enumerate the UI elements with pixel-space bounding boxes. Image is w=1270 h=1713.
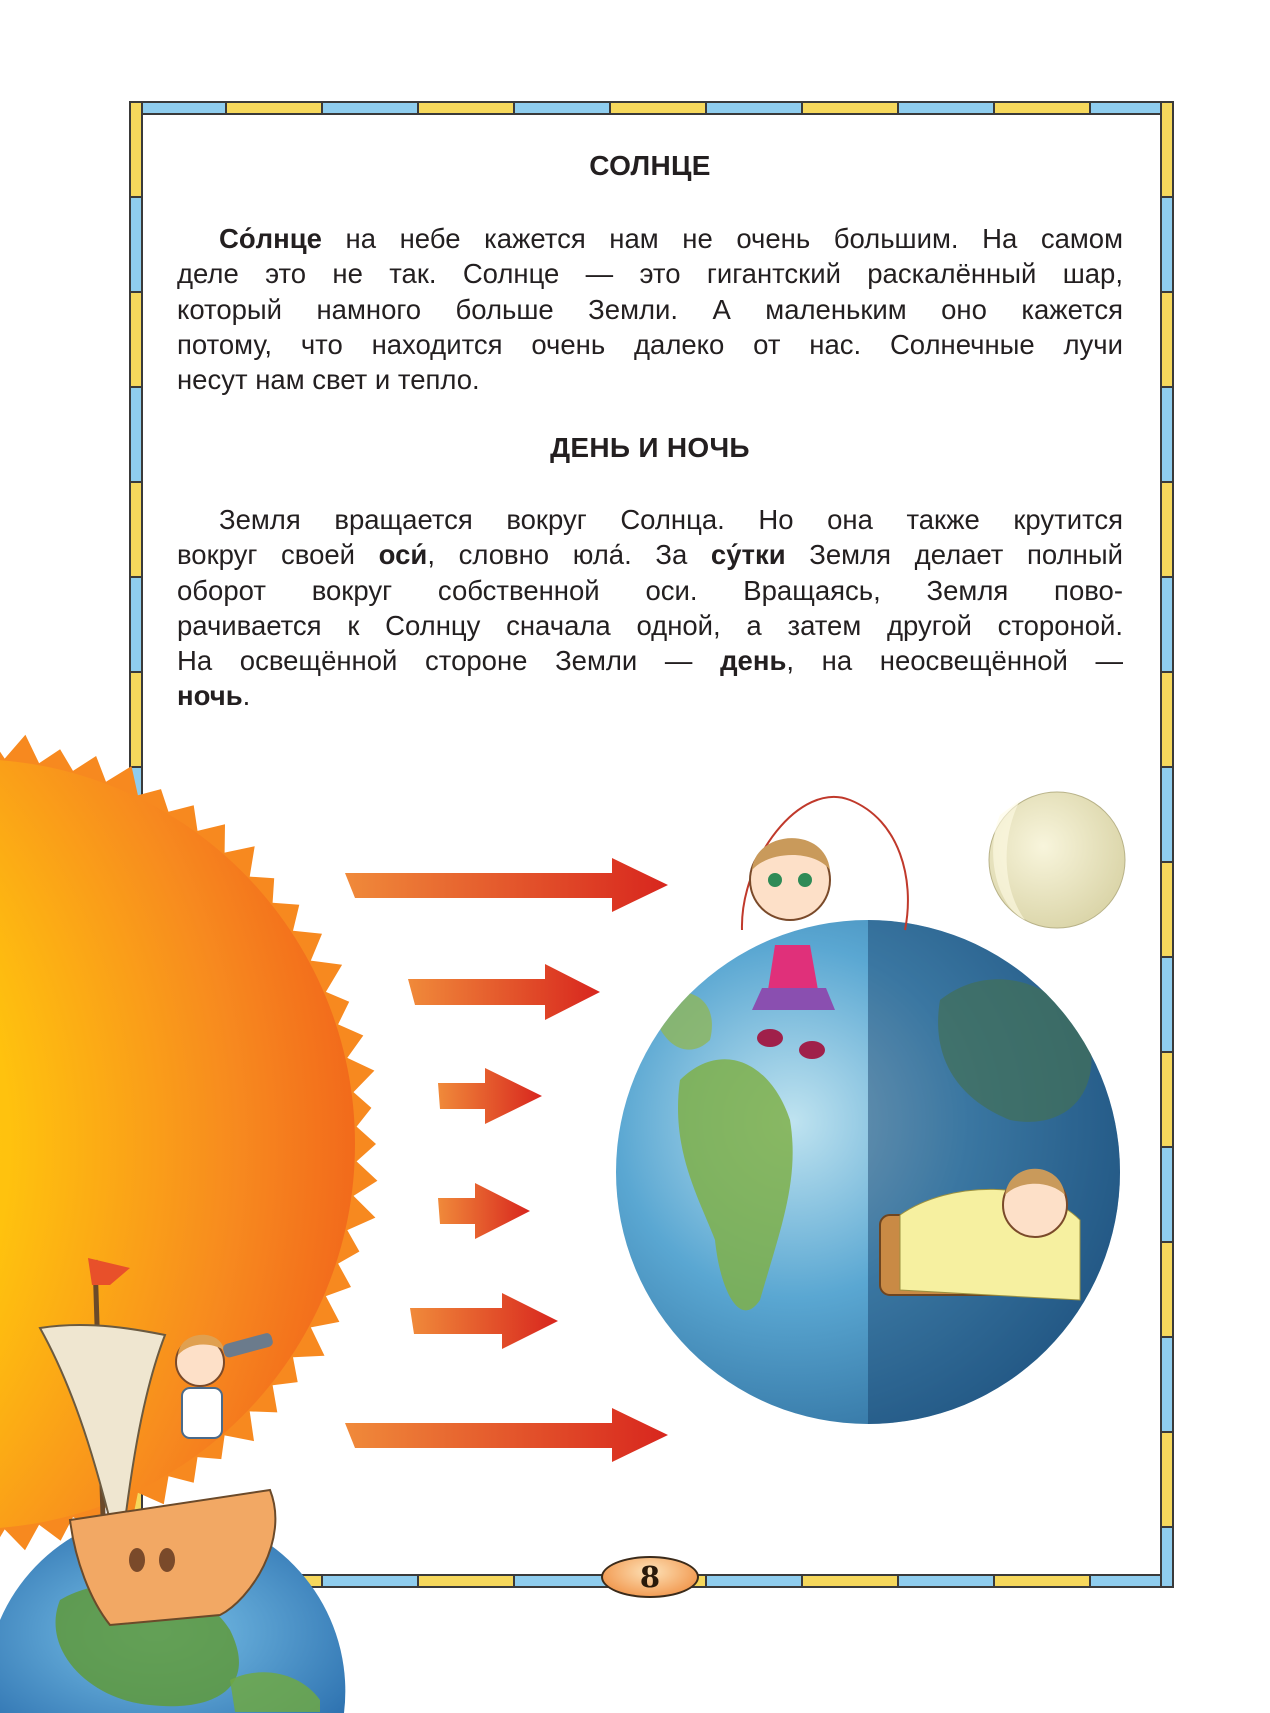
sun-ray-arrow-icon [345, 858, 668, 912]
bold-term: оси́ [378, 539, 428, 571]
text-span: , на неосвещённой — [786, 645, 1123, 677]
heading-day-and-night: ДЕНЬ И НОЧЬ [550, 432, 750, 463]
text-line: деле это не так. Солнце — это гигантский раскалённый шар, [177, 258, 1123, 290]
bold-term: су́тки [710, 539, 786, 571]
page-number: 8 [601, 1556, 699, 1598]
text-line: несут нам свет и тепло. [177, 364, 480, 396]
text-span: На освещённой стороне Земли — [177, 645, 721, 677]
sun-ray-arrow-icon [408, 964, 600, 1020]
heading-sun: СОЛНЦЕ [589, 150, 711, 181]
text-span: Земля делает полный [785, 539, 1123, 571]
text-span: на небе кажется нам не очень большим. На самом [321, 223, 1123, 254]
bold-term: день [720, 645, 787, 677]
sun-ray-arrow-icon [345, 1408, 668, 1462]
sun-ray-arrow-icon [410, 1293, 558, 1349]
sun-ray-arrow-icon [438, 1183, 530, 1239]
bold-term: ночь [177, 680, 243, 712]
moon-icon [989, 792, 1125, 928]
text-line: Земля вращается вокруг Солнца. Но она также крутится [219, 504, 1123, 535]
text-span: вокруг своей [177, 539, 379, 571]
text-line: который намного больше Земли. А маленьким оно кажется [177, 293, 1123, 325]
text-line: оборот вокруг собственной оси. Вращаясь, Земля пово- [177, 574, 1123, 606]
sun-ray-arrow-icon [438, 1068, 542, 1124]
text-span: . [242, 680, 251, 712]
text-line: рачивается к Солнцу сначала одной, а затем другой стороной. [177, 609, 1123, 641]
text-line: потому, что находится очень далеко от нас. Солнечные лучи [177, 328, 1123, 360]
bold-term: Со́лнце [219, 223, 322, 254]
text-span: , словно юла́. За [427, 539, 711, 571]
